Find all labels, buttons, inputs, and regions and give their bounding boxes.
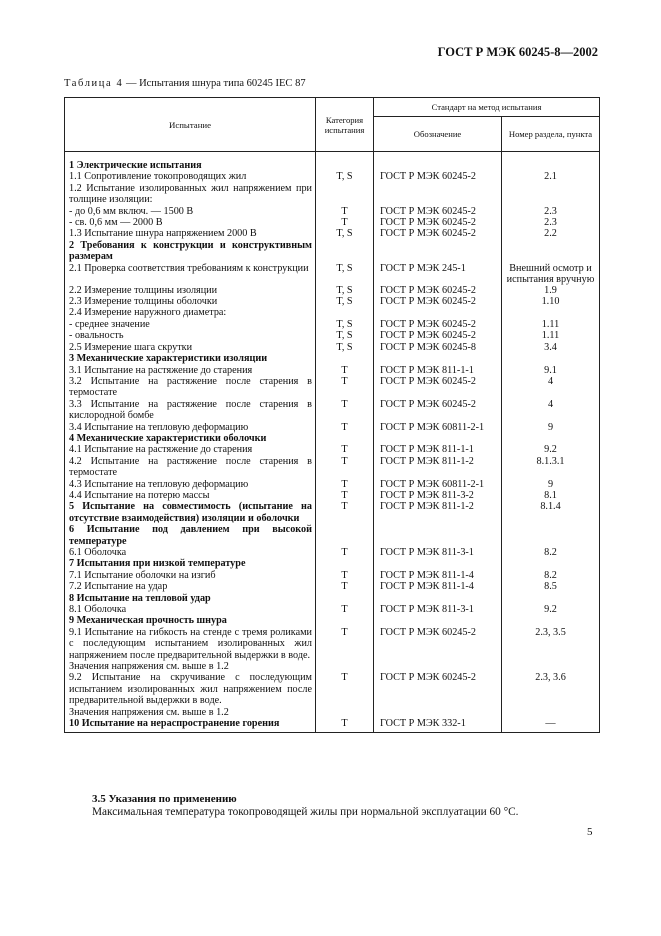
cell-designation: ГОСТ Р МЭК 811-1-4 <box>374 570 502 581</box>
cell-section: 1.11 <box>502 319 600 330</box>
cell-category: T, S <box>316 171 374 182</box>
cell-section <box>502 524 600 547</box>
cell-designation <box>374 353 502 364</box>
cell-section: 2.2 <box>502 228 600 239</box>
cell-section: Внешний осмотр и испытания вручную <box>502 263 600 285</box>
cell-test: 2.2 Измерение толщины изоляции <box>65 285 316 296</box>
cell-test: 7 Испытания при низкой температуре <box>65 558 316 569</box>
cell-test: 2 Требования к конструкции и конструктивным размерам <box>65 240 316 263</box>
cell-test: 7.1 Испытание оболочки на изгиб <box>65 570 316 581</box>
cell-category <box>316 353 374 364</box>
header-standard: Стандарт на метод испытания <box>374 98 600 117</box>
cell-section: 8.2 <box>502 570 600 581</box>
cell-category: T, S <box>316 263 374 285</box>
table-row <box>65 547 600 558</box>
cell-category: T, S <box>316 296 374 307</box>
cell-designation: ГОСТ Р МЭК 60245-2 <box>374 330 502 341</box>
table-row <box>65 206 600 217</box>
cell-section: 8.1 <box>502 490 600 501</box>
cell-section: 9.2 <box>502 604 600 615</box>
cell-designation: ГОСТ Р МЭК 811-1-2 <box>374 456 502 479</box>
table-row <box>65 581 600 592</box>
cell-section: 8.1.4 <box>502 501 600 524</box>
cell-designation <box>374 152 502 172</box>
table-row <box>65 479 600 490</box>
table-row <box>65 376 600 399</box>
cell-category <box>316 433 374 444</box>
cell-designation <box>374 307 502 318</box>
cell-designation: ГОСТ Р МЭК 60245-2 <box>374 217 502 228</box>
cell-test: - св. 0,6 мм — 2000 В <box>65 217 316 228</box>
table-row <box>65 365 600 376</box>
table-row <box>65 615 600 626</box>
cell-category: T <box>316 376 374 399</box>
cell-category: T <box>316 422 374 433</box>
cell-designation: ГОСТ Р МЭК 60245-2 <box>374 399 502 422</box>
cell-designation <box>374 433 502 444</box>
cell-test: Значения напряжения см. выше в 1.2 <box>65 661 316 672</box>
cell-designation <box>374 183 502 206</box>
cell-test: 9.2 Испытание на скручивание с последующим испытанием изолированных жил напряжением после предварительной выдержки в воде. <box>65 672 316 706</box>
cell-section: 8.2 <box>502 547 600 558</box>
cell-test: 4.1 Испытание на растяжение до старения <box>65 444 316 455</box>
table-row <box>65 627 600 661</box>
cell-section: 1.10 <box>502 296 600 307</box>
cell-designation: ГОСТ Р МЭК 60245-8 <box>374 342 502 353</box>
header-test: Испытание <box>65 98 316 152</box>
cell-category <box>316 240 374 263</box>
cell-designation: ГОСТ Р МЭК 245-1 <box>374 263 502 285</box>
cell-designation: ГОСТ Р МЭК 811-1-1 <box>374 444 502 455</box>
cell-designation: ГОСТ Р МЭК 60245-2 <box>374 672 502 706</box>
cell-section <box>502 183 600 206</box>
cell-section: 4 <box>502 376 600 399</box>
cell-designation: ГОСТ Р МЭК 811-3-1 <box>374 604 502 615</box>
cell-test: 6 Испытание под давлением при высокой температуре <box>65 524 316 547</box>
cell-designation: ГОСТ Р МЭК 60811-2-1 <box>374 479 502 490</box>
cell-designation <box>374 593 502 604</box>
table-row <box>65 342 600 353</box>
cell-test: 3.3 Испытание на растяжение после старения в кислородной бомбе <box>65 399 316 422</box>
cell-category: T <box>316 206 374 217</box>
cell-section <box>502 433 600 444</box>
cell-section <box>502 661 600 672</box>
document-header: ГОСТ Р МЭК 60245-8—2002 <box>437 45 598 59</box>
cell-section: 9.1 <box>502 365 600 376</box>
header-category: Категория испытания <box>316 98 374 152</box>
table-row <box>65 661 600 672</box>
cell-category <box>316 707 374 718</box>
cell-designation <box>374 240 502 263</box>
table-row <box>65 490 600 501</box>
table-row <box>65 152 600 172</box>
section-title: 3.5 Указания по применению <box>92 793 237 805</box>
section-text: Максимальная температура токопроводящей жилы при нормальной эксплуатации 60 °С. <box>92 806 519 818</box>
header-designation: Обозначение <box>374 117 502 152</box>
cell-test: - овальность <box>65 330 316 341</box>
cell-category: T <box>316 672 374 706</box>
cell-section <box>502 152 600 172</box>
cell-section: 4 <box>502 399 600 422</box>
cell-section: 1.11 <box>502 330 600 341</box>
table-row <box>65 171 600 182</box>
cell-category: T <box>316 217 374 228</box>
cell-section: 2.1 <box>502 171 600 182</box>
cell-test: 3.4 Испытание на тепловую деформацию <box>65 422 316 433</box>
cell-designation: ГОСТ Р МЭК 811-3-1 <box>374 547 502 558</box>
cell-category: T, S <box>316 330 374 341</box>
header-section: Номер раздела, пункта <box>502 117 600 152</box>
table-row <box>65 422 600 433</box>
table-row <box>65 240 600 263</box>
cell-category: T, S <box>316 285 374 296</box>
cell-section <box>502 615 600 626</box>
cell-test: 3 Механические характеристики изоляции <box>65 353 316 364</box>
table-row <box>65 558 600 569</box>
table-row <box>65 524 600 547</box>
cell-test: 2.5 Измерение шага скрутки <box>65 342 316 353</box>
cell-section: 9.2 <box>502 444 600 455</box>
cell-designation: ГОСТ Р МЭК 332-1 <box>374 718 502 732</box>
cell-category <box>316 524 374 547</box>
table-row <box>65 570 600 581</box>
cell-section: 1.9 <box>502 285 600 296</box>
table-row <box>65 353 600 364</box>
cell-test: 10 Испытание на нераспространение горения <box>65 718 316 732</box>
cell-test: 3.1 Испытание на растяжение до старения <box>65 365 316 376</box>
cell-category <box>316 558 374 569</box>
cell-designation: ГОСТ Р МЭК 811-1-1 <box>374 365 502 376</box>
cell-designation <box>374 661 502 672</box>
cell-section: 8.5 <box>502 581 600 592</box>
cell-category <box>316 152 374 172</box>
cell-test: 9 Механическая прочность шнура <box>65 615 316 626</box>
table-row <box>65 319 600 330</box>
cell-category: T <box>316 547 374 558</box>
cell-test: 3.2 Испытание на растяжение после старения в термостате <box>65 376 316 399</box>
cell-category: T <box>316 718 374 732</box>
cell-section: — <box>502 718 600 732</box>
page-number: 5 <box>587 826 593 838</box>
table-row <box>65 444 600 455</box>
table-row <box>65 399 600 422</box>
cell-test: 7.2 Испытание на удар <box>65 581 316 592</box>
cell-section: 2.3, 3.5 <box>502 627 600 661</box>
cell-section <box>502 593 600 604</box>
cell-designation <box>374 558 502 569</box>
cell-designation: ГОСТ Р МЭК 60245-2 <box>374 296 502 307</box>
table-row <box>65 718 600 732</box>
cell-section: 2.3, 3.6 <box>502 672 600 706</box>
cell-test: 8 Испытание на тепловой удар <box>65 593 316 604</box>
cell-designation <box>374 524 502 547</box>
cell-category: T, S <box>316 228 374 239</box>
table-row <box>65 263 600 285</box>
cell-test: 4.3 Испытание на тепловую деформацию <box>65 479 316 490</box>
cell-category <box>316 615 374 626</box>
cell-designation: ГОСТ Р МЭК 60245-2 <box>374 171 502 182</box>
table-caption-prefix: Таблица 4 <box>64 78 124 89</box>
cell-section <box>502 353 600 364</box>
cell-category: T <box>316 399 374 422</box>
cell-section: 9 <box>502 422 600 433</box>
cell-category: T <box>316 501 374 524</box>
table-body <box>65 152 600 733</box>
cell-section: 3.4 <box>502 342 600 353</box>
table-row <box>65 330 600 341</box>
cell-category: T <box>316 570 374 581</box>
cell-test: 2.4 Измерение наружного диаметра: <box>65 307 316 318</box>
table-row <box>65 433 600 444</box>
cell-test: 2.1 Проверка соответствия требованиям к конструкции <box>65 263 316 285</box>
table-row <box>65 707 600 718</box>
cell-section <box>502 307 600 318</box>
cell-test: 1.2 Испытание изолированных жил напряжением при толщине изоляции: <box>65 183 316 206</box>
table-row <box>65 672 600 706</box>
cell-category: T <box>316 456 374 479</box>
cell-category <box>316 307 374 318</box>
cell-test: 1.3 Испытание шнура напряжением 2000 В <box>65 228 316 239</box>
cell-category <box>316 183 374 206</box>
cell-test: 4.2 Испытание на растяжение после старения в термостате <box>65 456 316 479</box>
cell-designation: ГОСТ Р МЭК 60245-2 <box>374 627 502 661</box>
cell-category: T, S <box>316 319 374 330</box>
cell-test: 1 Электрические испытания <box>65 152 316 172</box>
cell-designation: ГОСТ Р МЭК 60245-2 <box>374 319 502 330</box>
cell-section: 2.3 <box>502 217 600 228</box>
cell-category: T <box>316 604 374 615</box>
cell-designation <box>374 707 502 718</box>
cell-section: 8.1.3.1 <box>502 456 600 479</box>
cell-test: 4 Механические характеристики оболочки <box>65 433 316 444</box>
cell-section <box>502 240 600 263</box>
cell-test: 8.1 Оболочка <box>65 604 316 615</box>
cell-category: T <box>316 581 374 592</box>
cell-test: 1.1 Сопротивление токопроводящих жил <box>65 171 316 182</box>
cell-category: T <box>316 444 374 455</box>
cell-category: T <box>316 490 374 501</box>
cell-category <box>316 661 374 672</box>
cell-test: 6.1 Оболочка <box>65 547 316 558</box>
table-row <box>65 604 600 615</box>
table-row <box>65 228 600 239</box>
table-row <box>65 307 600 318</box>
cell-category: T <box>316 479 374 490</box>
cell-category: T <box>316 365 374 376</box>
table-row <box>65 593 600 604</box>
cell-designation: ГОСТ Р МЭК 60245-2 <box>374 285 502 296</box>
table-row <box>65 285 600 296</box>
cell-section: 9 <box>502 479 600 490</box>
cell-test: 9.1 Испытание на гибкость на стенде с тремя роликами с последующим испытанием изолированных жил напряжением после предварительной выдержки в воде. <box>65 627 316 661</box>
table-caption-title: — Испытания шнура типа 60245 IEC 87 <box>123 78 306 89</box>
cell-designation: ГОСТ Р МЭК 811-1-4 <box>374 581 502 592</box>
table-caption <box>64 78 306 89</box>
cell-designation: ГОСТ Р МЭК 60245-2 <box>374 228 502 239</box>
cell-designation: ГОСТ Р МЭК 60245-2 <box>374 376 502 399</box>
cell-designation: ГОСТ Р МЭК 60811-2-1 <box>374 422 502 433</box>
cell-test: - до 0,6 мм включ. — 1500 В <box>65 206 316 217</box>
table-row <box>65 217 600 228</box>
cell-designation <box>374 615 502 626</box>
cell-category: T <box>316 627 374 661</box>
table-row <box>65 456 600 479</box>
cell-category: T, S <box>316 342 374 353</box>
cell-category <box>316 593 374 604</box>
cell-section: 2.3 <box>502 206 600 217</box>
cell-designation: ГОСТ Р МЭК 811-1-2 <box>374 501 502 524</box>
table-row <box>65 296 600 307</box>
cell-test: Значения напряжения см. выше в 1.2 <box>65 707 316 718</box>
cell-section <box>502 558 600 569</box>
cell-test: 5 Испытание на совместимость (испытание на отсутствие взаимодействия) изоляции и оболочки <box>65 501 316 524</box>
cell-test: 4.4 Испытание на потерю массы <box>65 490 316 501</box>
table-row <box>65 501 600 524</box>
cell-section <box>502 707 600 718</box>
table-row <box>65 183 600 206</box>
cell-test: 2.3 Измерение толщины оболочки <box>65 296 316 307</box>
tests-table <box>64 97 600 733</box>
cell-designation: ГОСТ Р МЭК 811-3-2 <box>374 490 502 501</box>
cell-test: - среднее значение <box>65 319 316 330</box>
cell-designation: ГОСТ Р МЭК 60245-2 <box>374 206 502 217</box>
